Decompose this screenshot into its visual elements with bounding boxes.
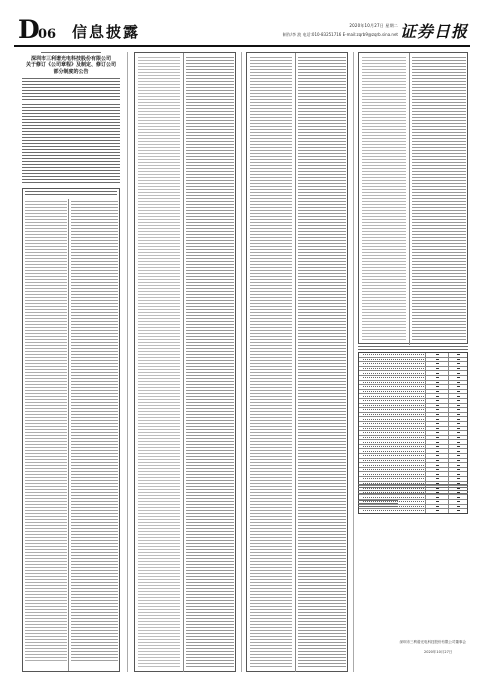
table-column-rule [409,53,410,345]
revised-clause-column [298,57,346,669]
original-clause-column [138,57,180,669]
column-divider [127,52,128,672]
revised-clause-column [71,201,118,661]
section-title: 信息披露 [72,23,141,41]
masthead [14,15,470,44]
brand-logo: 证券日报 [399,22,468,41]
original-clause-column [362,57,406,341]
notice-header [22,52,120,75]
section-letter: D [18,15,40,44]
original-clause-column [250,57,292,669]
column-4 [358,52,468,672]
column-divider [241,52,242,672]
amendment-table-end [358,52,468,344]
body-text-block [22,104,120,184]
table-row [359,509,467,513]
notice-date: 2020年10月27日 [424,650,453,654]
table-column-rule [183,53,184,672]
notice-title-line-2: 部分制度的公告 [53,68,89,75]
amendment-table-continued [246,52,348,672]
table-column-rule [295,53,296,672]
notice-intro-text [22,78,120,100]
closing-text [358,484,468,494]
table-column-rule [68,199,69,671]
editor-contact: 制作/李 波 电话:010-83251716 E-mail:zqrb9@zqrb.sina.net [282,32,398,37]
revised-clause-column [186,57,234,669]
stock-code-line [41,52,101,55]
attachment-list [358,500,398,508]
column-divider [353,52,354,672]
column-3 [246,52,348,672]
column-1 [22,52,120,672]
board-signature: 深圳市三利谱光电科技股份有限公司董事会 [399,640,466,644]
column-2 [134,52,236,672]
section-number: 06 [38,27,57,42]
company-name: 深圳市三利谱光电科技股份有限公司 [30,56,111,62]
amendment-table-continued [134,52,236,672]
amendment-table [22,188,120,672]
issue-date: 2020年10月27日 星期二 [349,23,398,28]
table-caption [358,346,468,350]
table-header [25,191,117,197]
masthead-rule [14,45,470,47]
revised-clause-column [412,57,466,341]
original-clause-column [25,201,67,661]
notice-title-line-1: 关于修订《公司章程》及制定、修订公司 [25,62,116,69]
